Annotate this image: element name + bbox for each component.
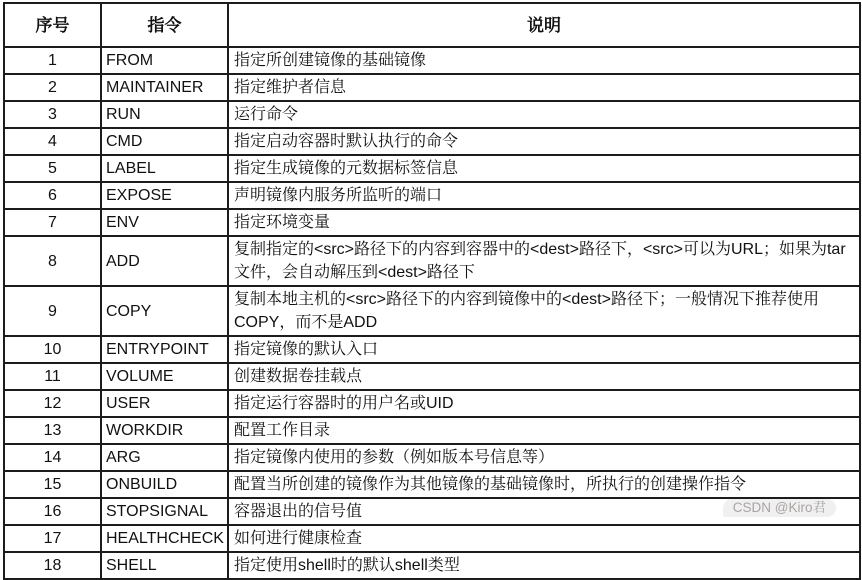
instruction-description-cell: 声明镜像内服务所监听的端口: [228, 182, 860, 209]
instruction-name-cell: ADD: [101, 236, 228, 286]
instruction-description-cell: 复制指定的<src>路径下的内容到容器中的<dest>路径下，<src>可以为URL；如果为tar文件，会自动解压到<dest>路径下: [228, 236, 860, 286]
table-row: [4, 336, 860, 363]
column-header-instruction: 指令: [101, 3, 228, 47]
row-number-cell: 15: [4, 471, 101, 498]
row-number-cell: 18: [4, 552, 101, 579]
instruction-name-cell: RUN: [101, 101, 228, 128]
instruction-description-cell: 指定维护者信息: [228, 74, 860, 101]
table-row: [4, 101, 860, 128]
table-row: [4, 390, 860, 417]
row-number-cell: 14: [4, 444, 101, 471]
row-number-cell: 10: [4, 336, 101, 363]
row-number-cell: 7: [4, 209, 101, 236]
instruction-description-cell: 运行命令: [228, 101, 860, 128]
instruction-name-cell: EXPOSE: [101, 182, 228, 209]
instruction-description-cell: 如何进行健康检查: [228, 525, 860, 552]
csdn-watermark: CSDN @Kiro君: [723, 499, 836, 517]
instruction-name-cell: LABEL: [101, 155, 228, 182]
row-number-cell: 1: [4, 47, 101, 74]
row-number-cell: 8: [4, 236, 101, 286]
table-row: [4, 155, 860, 182]
row-number-cell: 5: [4, 155, 101, 182]
column-header-description: 说明: [228, 3, 860, 47]
instruction-description-cell: 指定运行容器时的用户名或UID: [228, 390, 860, 417]
table-row: [4, 209, 860, 236]
dockerfile-instructions-table: [3, 2, 861, 580]
instruction-description-cell: 指定使用shell时的默认shell类型: [228, 552, 860, 579]
instruction-name-cell: ONBUILD: [101, 471, 228, 498]
instruction-description-cell: 复制本地主机的<src>路径下的内容到镜像中的<dest>路径下；一般情况下推荐使用COPY，而不是ADD: [228, 286, 860, 336]
instruction-name-cell: HEALTHCHECK: [101, 525, 228, 552]
table-row: [4, 182, 860, 209]
instruction-description-cell: 指定镜像内使用的参数（例如版本号信息等）: [228, 444, 860, 471]
row-number-cell: 11: [4, 363, 101, 390]
instruction-name-cell: VOLUME: [101, 363, 228, 390]
instruction-description-cell: 指定所创建镜像的基础镜像: [228, 47, 860, 74]
instruction-name-cell: STOPSIGNAL: [101, 498, 228, 525]
instruction-description-cell: 容器退出的信号值: [228, 498, 860, 525]
instruction-description-cell: 指定环境变量: [228, 209, 860, 236]
instruction-description-cell: 配置工作目录: [228, 417, 860, 444]
row-number-cell: 13: [4, 417, 101, 444]
column-header-number: 序号: [4, 3, 101, 47]
instruction-name-cell: COPY: [101, 286, 228, 336]
instruction-name-cell: ENV: [101, 209, 228, 236]
row-number-cell: 3: [4, 101, 101, 128]
table-row: [4, 552, 860, 579]
table-row: [4, 128, 860, 155]
instruction-description-cell: 配置当所创建的镜像作为其他镜像的基础镜像时，所执行的创建操作指令: [228, 471, 860, 498]
instruction-description-cell: 指定镜像的默认入口: [228, 336, 860, 363]
instruction-description-cell: 指定启动容器时默认执行的命令: [228, 128, 860, 155]
table-row: [4, 74, 860, 101]
row-number-cell: 12: [4, 390, 101, 417]
row-number-cell: 6: [4, 182, 101, 209]
instruction-description-cell: 指定生成镜像的元数据标签信息: [228, 155, 860, 182]
instruction-name-cell: MAINTAINER: [101, 74, 228, 101]
table-row: [4, 286, 860, 336]
table-row: [4, 444, 860, 471]
table-row: [4, 236, 860, 286]
instruction-name-cell: WORKDIR: [101, 417, 228, 444]
table-row: [4, 417, 860, 444]
row-number-cell: 2: [4, 74, 101, 101]
table-row: [4, 471, 860, 498]
instruction-name-cell: SHELL: [101, 552, 228, 579]
instruction-name-cell: ENTRYPOINT: [101, 336, 228, 363]
row-number-cell: 16: [4, 498, 101, 525]
table-row: [4, 525, 860, 552]
table-row: [4, 363, 860, 390]
row-number-cell: 4: [4, 128, 101, 155]
instruction-description-cell: 创建数据卷挂载点: [228, 363, 860, 390]
table-row: [4, 47, 860, 74]
row-number-cell: 17: [4, 525, 101, 552]
instruction-name-cell: USER: [101, 390, 228, 417]
row-number-cell: 9: [4, 286, 101, 336]
instruction-name-cell: FROM: [101, 47, 228, 74]
instruction-name-cell: ARG: [101, 444, 228, 471]
header-row: [4, 3, 860, 47]
instruction-name-cell: CMD: [101, 128, 228, 155]
